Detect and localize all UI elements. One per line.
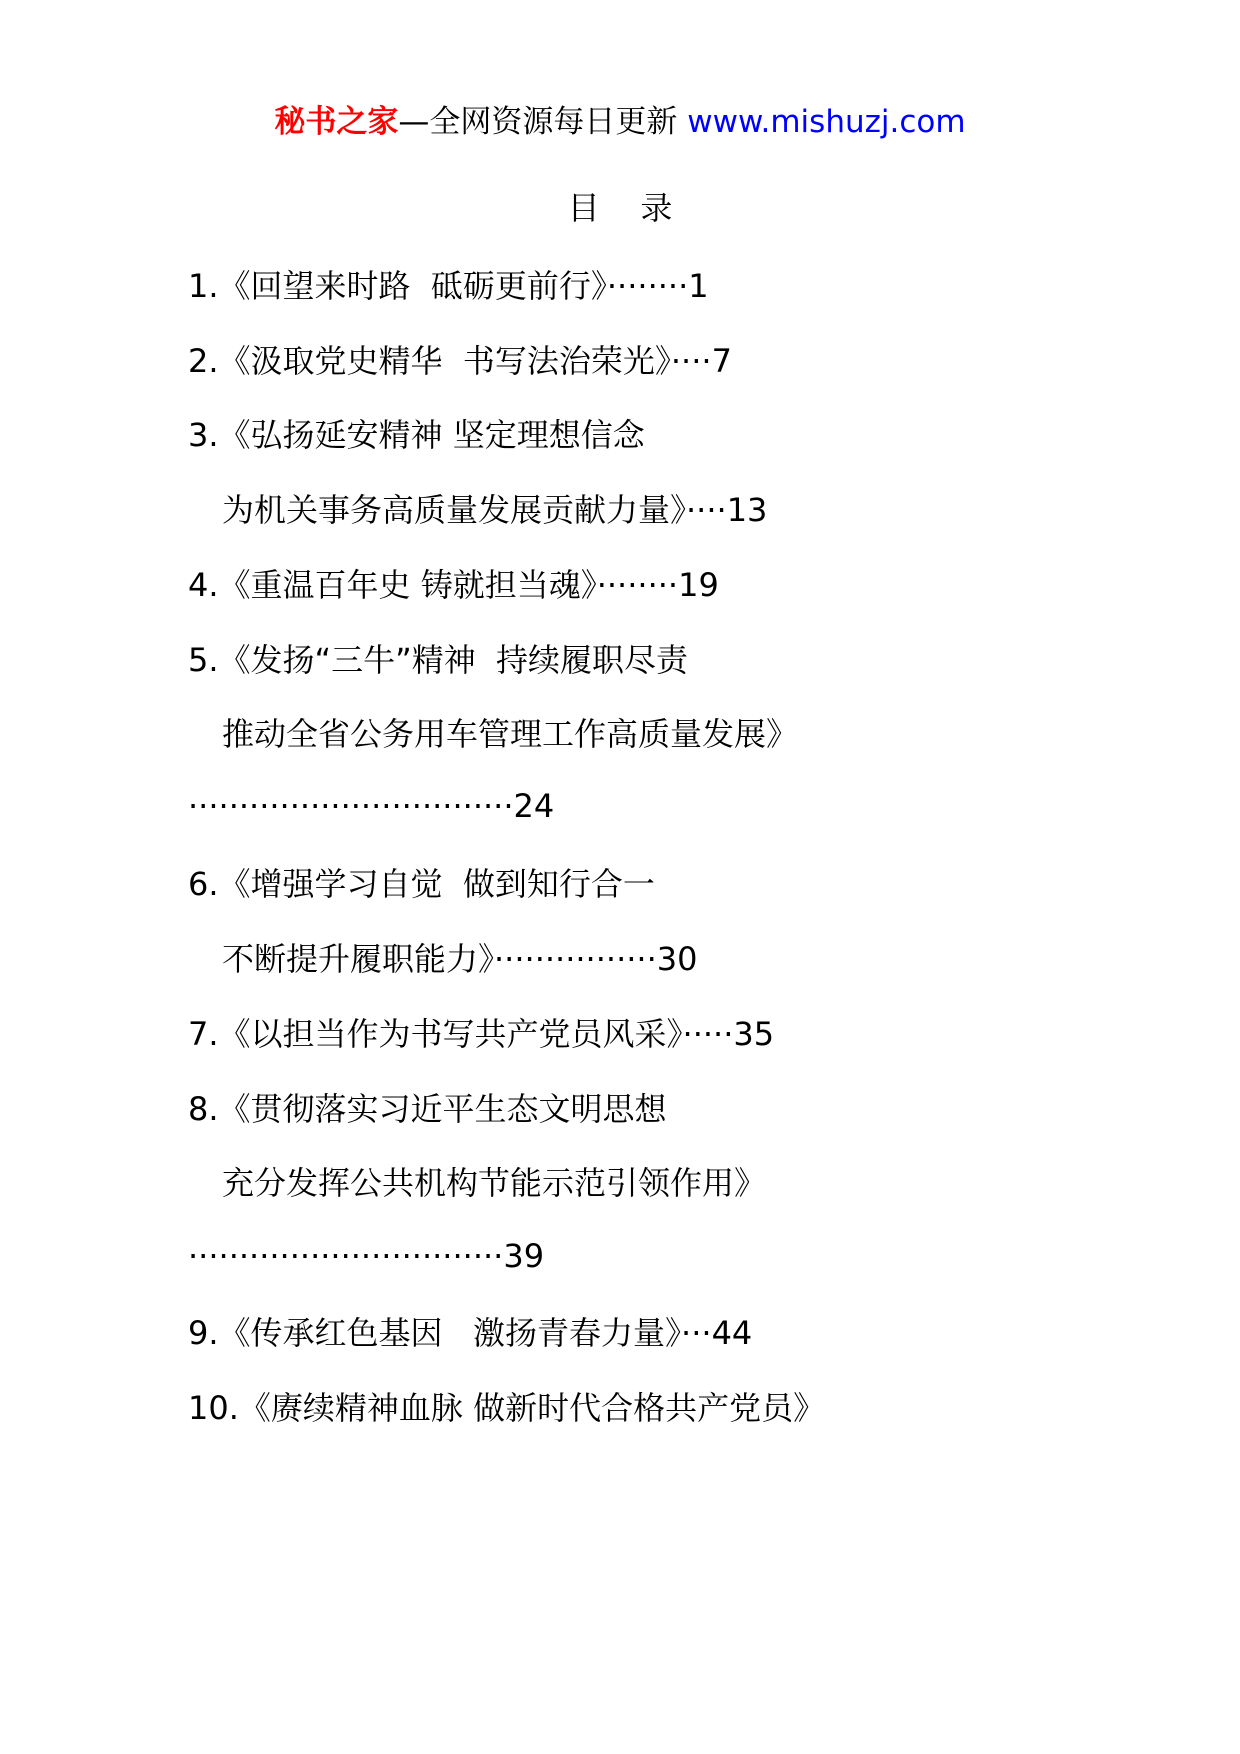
- toc-entry-8-continued[interactable]: 充分发挥公共机构节能示范引领作用》: [222, 1164, 767, 1202]
- site-tagline: —全网资源每日更新: [398, 104, 688, 140]
- toc-entry-2[interactable]: 2.《汲取党史精华 书写法治荣光》····7: [188, 342, 732, 380]
- toc-entry-4[interactable]: 4.《重温百年史 铸就担当魂》········19: [188, 566, 719, 604]
- toc-entry-5[interactable]: 5.《发扬“三牛”精神 持续履职尽责: [188, 641, 689, 679]
- site-url-link[interactable]: www.mishuzj.com: [687, 104, 966, 140]
- toc-entry-7[interactable]: 7.《以担当作为书写共产党员风采》·····35: [188, 1015, 775, 1053]
- site-brand: 秘书之家: [274, 104, 399, 140]
- toc-entry-5-page[interactable]: ································24: [188, 787, 555, 825]
- toc-entry-10[interactable]: 10.《赓续精神血脉 做新时代合格共产党员》: [188, 1389, 826, 1427]
- toc-entry-9[interactable]: 9.《传承红色基因 激扬青春力量》···44: [188, 1314, 753, 1352]
- toc-entry-8-page[interactable]: ·······························39: [188, 1237, 545, 1275]
- toc-entry-6-continued[interactable]: 不断提升履职能力》················30: [222, 940, 698, 978]
- toc-entry-3[interactable]: 3.《弘扬延安精神 坚定理想信念: [188, 416, 645, 454]
- toc-title: 目 录: [567, 189, 673, 227]
- site-header: [0, 102, 1240, 142]
- toc-entry-5-continued[interactable]: 推动全省公务用车管理工作高质量发展》: [222, 715, 799, 753]
- toc-entry-6[interactable]: 6.《增强学习自觉 做到知行合一: [188, 865, 655, 903]
- toc-entry-8[interactable]: 8.《贯彻落实习近平生态文明思想: [188, 1090, 667, 1128]
- toc-entry-1[interactable]: 1.《回望来时路 砥砺更前行》········1: [188, 267, 709, 305]
- toc-entry-3-continued[interactable]: 为机关事务高质量发展贡献力量》····13: [222, 491, 768, 529]
